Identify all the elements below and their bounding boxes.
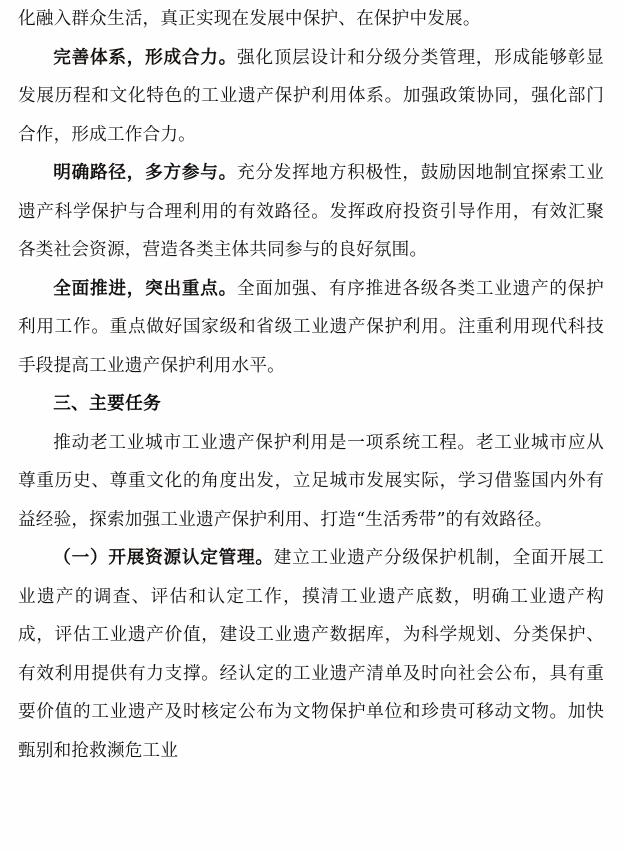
paragraph-continuation: 化融入群众生活，真正实现在发展中保护、在保护中发展。 <box>18 9 481 29</box>
paragraph-lead: 全面推进，突出重点。 <box>53 277 237 299</box>
paragraph-resource-identification: （一）开展资源认定管理。建立工业遗产分级保护机制，全面开展工业遗产的调查、评估和认定工作，摸清工业遗产底数，明确工业遗产构成，评估工业遗产价值，建设工业遗产数据库，为科学规划、分类保护、有效利用提供有力支撑。经认定的工业遗产清单及时向社会公布，具有重要价值的工业遗产及时核定公布为文物保护单位和珍贵可移动文物。加快甄别和抢救濒危工业 <box>18 547 604 761</box>
heading-main-tasks: 三、主要任务 <box>53 393 162 414</box>
paragraph-perfect-system: 完善体系，形成合力。强化顶层设计和分级分类管理，形成能够彰显发展历程和文化特色的工业遗产保护利用体系。加强政策协同，强化部门合作，形成工作合力。 <box>18 46 604 145</box>
paragraph-lead: 完善体系，形成合力。 <box>53 46 237 68</box>
paragraph-lead: （一）开展资源认定管理。 <box>53 547 274 568</box>
paragraph-lead: 明确路径，多方参与。 <box>53 162 237 183</box>
paragraph-clear-path: 明确路径，多方参与。充分发挥地方积极性，鼓励因地制宜探索工业遗产科学保护与合理利用的有效路径。发挥政府投资引导作用，有效汇聚各类社会资源，营造各类主体共同参与的良好氛围。 <box>18 162 604 260</box>
paragraph-comprehensive-advance: 全面推进，突出重点。全面加强、有序推进各级各类工业遗产的保护利用工作。重点做好国家级和省级工业遗产保护利用。注重利用现代科技手段提高工业遗产保护利用水平。 <box>18 277 604 376</box>
paragraph-promote-industrial-heritage: 推动老工业城市工业遗产保护利用是一项系统工程。老工业城市应从尊重历史、尊重文化的角度出发，立足城市发展实际，学习借鉴国内外有益经验，探索加强工业遗产保护利用、打造“生活秀带”的有效路径。 <box>18 432 604 530</box>
